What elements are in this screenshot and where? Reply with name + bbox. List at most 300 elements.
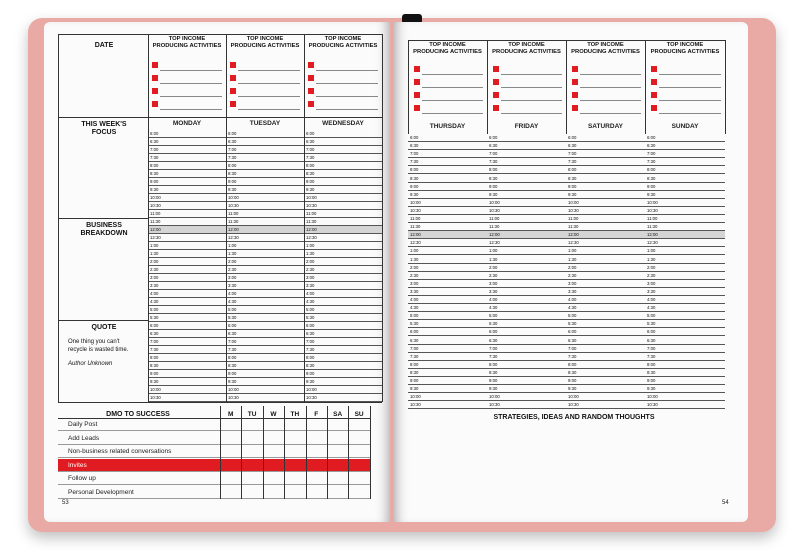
time-slot[interactable]: 6:00 bbox=[487, 328, 566, 336]
time-slot[interactable]: 1:30 bbox=[487, 256, 566, 264]
time-slot[interactable]: 12:00 bbox=[148, 226, 226, 234]
section-divider bbox=[58, 117, 382, 118]
time-slot[interactable]: 9:30 bbox=[226, 186, 304, 194]
time-slot[interactable]: 9:30 bbox=[148, 378, 226, 386]
top-income-line bbox=[580, 100, 641, 101]
dmo-row[interactable]: Follow up bbox=[58, 472, 370, 485]
time-slot[interactable]: 5:00 bbox=[304, 306, 382, 314]
time-slot[interactable]: 3:30 bbox=[645, 288, 725, 296]
time-slot[interactable]: 6:30 bbox=[304, 330, 382, 338]
time-slot[interactable]: 10:00 bbox=[226, 386, 304, 394]
time-slot[interactable]: 9:30 bbox=[645, 191, 725, 199]
top-income-checkbox[interactable] bbox=[414, 79, 420, 85]
time-slot[interactable]: 9:00 bbox=[304, 178, 382, 186]
time-slot[interactable]: 6:00 bbox=[226, 130, 304, 138]
time-slot[interactable]: 10:00 bbox=[566, 199, 645, 207]
time-slot[interactable]: 10:00 bbox=[566, 393, 645, 401]
time-slot[interactable]: 1:00 bbox=[148, 242, 226, 250]
time-slot[interactable]: 7:30 bbox=[304, 346, 382, 354]
time-slot[interactable]: 7:30 bbox=[645, 158, 725, 166]
time-slot[interactable]: 2:00 bbox=[566, 264, 645, 272]
time-slot[interactable]: 12:30 bbox=[408, 239, 487, 247]
time-slot[interactable]: 3:30 bbox=[304, 282, 382, 290]
time-slot[interactable]: 1:30 bbox=[408, 256, 487, 264]
time-slot[interactable]: 5:30 bbox=[487, 320, 566, 328]
top-income-line bbox=[659, 74, 721, 75]
time-slot[interactable]: 3:00 bbox=[408, 280, 487, 288]
time-slot[interactable]: 6:30 bbox=[487, 337, 566, 345]
time-slot[interactable]: 1:30 bbox=[566, 256, 645, 264]
time-slot[interactable]: 2:00 bbox=[645, 264, 725, 272]
top-income-checkbox[interactable] bbox=[414, 66, 420, 72]
time-slot[interactable]: 8:00 bbox=[226, 354, 304, 362]
top-income-line bbox=[160, 96, 222, 97]
time-slot[interactable]: 9:30 bbox=[566, 191, 645, 199]
section-divider bbox=[58, 320, 148, 321]
top-income-checkbox[interactable] bbox=[493, 79, 499, 85]
top-income-checkbox[interactable] bbox=[152, 62, 158, 68]
dmo-row[interactable]: Daily Post bbox=[58, 418, 370, 431]
time-slot[interactable]: 2:30 bbox=[304, 266, 382, 274]
time-slot[interactable]: 7:30 bbox=[487, 158, 566, 166]
time-slot[interactable]: 2:30 bbox=[645, 272, 725, 280]
dmo-row[interactable]: Personal Development bbox=[58, 486, 370, 499]
time-slot[interactable]: 4:30 bbox=[645, 304, 725, 312]
time-slot[interactable]: 11:00 bbox=[148, 210, 226, 218]
time-slot[interactable]: 9:00 bbox=[566, 377, 645, 385]
time-slot[interactable]: 1:00 bbox=[226, 242, 304, 250]
day-header: FRIDAY bbox=[514, 123, 539, 130]
dmo-row[interactable]: Invites bbox=[58, 459, 370, 472]
time-slot[interactable]: 7:30 bbox=[148, 154, 226, 162]
time-slot[interactable]: 7:30 bbox=[566, 353, 645, 361]
time-slot[interactable]: 9:00 bbox=[148, 178, 226, 186]
time-slot[interactable]: 3:30 bbox=[408, 288, 487, 296]
time-slot[interactable]: 8:30 bbox=[487, 369, 566, 377]
time-slot[interactable]: 7:00 bbox=[148, 338, 226, 346]
time-slot[interactable]: 11:00 bbox=[645, 215, 725, 223]
top-income-checkbox[interactable] bbox=[493, 92, 499, 98]
time-slot[interactable]: 11:00 bbox=[566, 215, 645, 223]
dmo-day-header: M bbox=[227, 411, 234, 418]
time-slot[interactable]: 1:30 bbox=[226, 250, 304, 258]
time-slot[interactable]: 2:00 bbox=[408, 264, 487, 272]
time-slot[interactable]: 4:30 bbox=[226, 298, 304, 306]
time-slot[interactable]: 6:30 bbox=[148, 138, 226, 146]
time-slot[interactable]: 3:00 bbox=[645, 280, 725, 288]
time-slot[interactable]: 10:00 bbox=[226, 194, 304, 202]
time-slot[interactable]: 12:00 bbox=[408, 231, 487, 239]
time-slot[interactable]: 8:00 bbox=[304, 354, 382, 362]
time-slot[interactable]: 6:30 bbox=[487, 142, 566, 150]
time-slot[interactable]: 9:00 bbox=[226, 370, 304, 378]
time-slot[interactable]: 6:00 bbox=[566, 328, 645, 336]
top-income-checkbox[interactable] bbox=[308, 101, 314, 107]
top-income-checkbox[interactable] bbox=[152, 101, 158, 107]
time-slot[interactable]: 1:00 bbox=[645, 247, 725, 255]
time-slot[interactable]: 9:00 bbox=[487, 377, 566, 385]
time-slot[interactable]: 8:30 bbox=[408, 175, 487, 183]
time-slot[interactable]: 12:00 bbox=[226, 226, 304, 234]
time-slot[interactable]: 7:30 bbox=[226, 154, 304, 162]
time-slot[interactable]: 7:00 bbox=[148, 146, 226, 154]
time-slot[interactable]: 2:00 bbox=[487, 264, 566, 272]
time-slot[interactable]: 11:00 bbox=[304, 210, 382, 218]
time-slot[interactable]: 6:30 bbox=[408, 337, 487, 345]
time-slot[interactable]: 8:30 bbox=[645, 175, 725, 183]
time-slot[interactable]: 8:00 bbox=[148, 354, 226, 362]
time-slot[interactable]: 12:00 bbox=[304, 226, 382, 234]
time-slot[interactable]: 12:00 bbox=[566, 231, 645, 239]
time-slot[interactable]: 6:30 bbox=[645, 337, 725, 345]
day-header: MONDAY bbox=[172, 120, 202, 127]
time-slot[interactable]: 7:00 bbox=[487, 345, 566, 353]
time-slot[interactable]: 12:00 bbox=[487, 231, 566, 239]
time-slot[interactable]: 6:00 bbox=[226, 322, 304, 330]
time-slot[interactable]: 12:30 bbox=[148, 234, 226, 242]
time-slot[interactable]: 7:00 bbox=[645, 345, 725, 353]
left-page bbox=[44, 22, 390, 522]
top-income-checkbox[interactable] bbox=[308, 62, 314, 68]
time-slot[interactable]: 8:00 bbox=[566, 166, 645, 174]
top-income-checkbox[interactable] bbox=[152, 75, 158, 81]
time-slot[interactable]: 5:30 bbox=[226, 314, 304, 322]
time-slot[interactable]: 1:00 bbox=[487, 247, 566, 255]
top-income-checkbox[interactable] bbox=[414, 105, 420, 111]
time-slot[interactable]: 9:30 bbox=[645, 385, 725, 393]
time-slot[interactable]: 5:00 bbox=[566, 312, 645, 320]
time-slot[interactable]: 6:30 bbox=[566, 142, 645, 150]
time-slot[interactable]: 5:30 bbox=[645, 320, 725, 328]
time-slot[interactable]: 9:00 bbox=[645, 377, 725, 385]
time-slot[interactable]: 3:30 bbox=[487, 288, 566, 296]
time-slot[interactable]: 8:00 bbox=[304, 162, 382, 170]
time-slot[interactable]: 10:00 bbox=[408, 199, 487, 207]
time-slot[interactable]: 9:00 bbox=[645, 183, 725, 191]
time-slot[interactable]: 9:30 bbox=[148, 186, 226, 194]
time-slot[interactable]: 3:30 bbox=[226, 282, 304, 290]
time-slot[interactable]: 12:30 bbox=[304, 234, 382, 242]
time-slot[interactable]: 7:30 bbox=[408, 158, 487, 166]
time-slot[interactable]: 9:30 bbox=[487, 191, 566, 199]
day-header: SATURDAY bbox=[587, 123, 624, 130]
time-slot[interactable]: 9:30 bbox=[304, 378, 382, 386]
top-income-checkbox[interactable] bbox=[230, 101, 236, 107]
top-income-line bbox=[659, 113, 721, 114]
time-slot[interactable]: 10:30 bbox=[304, 202, 382, 210]
time-slot[interactable]: 7:30 bbox=[487, 353, 566, 361]
time-slot[interactable]: 9:00 bbox=[487, 183, 566, 191]
time-slot[interactable]: 7:00 bbox=[408, 150, 487, 158]
time-slot[interactable]: 8:00 bbox=[408, 361, 487, 369]
time-slot[interactable]: 2:30 bbox=[487, 272, 566, 280]
time-slot[interactable]: 10:30 bbox=[148, 202, 226, 210]
time-slot[interactable]: 1:30 bbox=[304, 250, 382, 258]
time-slot[interactable]: 7:00 bbox=[566, 345, 645, 353]
time-slot[interactable]: 5:30 bbox=[304, 314, 382, 322]
time-slot[interactable]: 11:30 bbox=[645, 223, 725, 231]
quote-label: QUOTE bbox=[91, 324, 117, 331]
time-slot[interactable]: 10:30 bbox=[408, 401, 487, 409]
time-slot[interactable]: 2:00 bbox=[304, 258, 382, 266]
time-slot[interactable]: 8:30 bbox=[148, 362, 226, 370]
time-slot[interactable]: 2:30 bbox=[148, 266, 226, 274]
time-slot[interactable]: 9:30 bbox=[487, 385, 566, 393]
time-slot[interactable]: 9:00 bbox=[304, 370, 382, 378]
time-slot[interactable]: 1:30 bbox=[645, 256, 725, 264]
time-slot[interactable]: 10:30 bbox=[148, 394, 226, 402]
top-income-checkbox[interactable] bbox=[308, 75, 314, 81]
time-slot[interactable]: 10:30 bbox=[645, 401, 725, 409]
time-slot[interactable]: 10:00 bbox=[487, 199, 566, 207]
time-slot[interactable]: 3:00 bbox=[304, 274, 382, 282]
time-slot[interactable]: 8:00 bbox=[487, 361, 566, 369]
time-slot[interactable]: 6:00 bbox=[645, 134, 725, 142]
time-slot[interactable]: 9:00 bbox=[226, 178, 304, 186]
time-slot[interactable]: 5:30 bbox=[148, 314, 226, 322]
time-slot[interactable]: 6:30 bbox=[226, 330, 304, 338]
time-slot[interactable]: 9:00 bbox=[148, 370, 226, 378]
time-slot[interactable]: 6:00 bbox=[304, 322, 382, 330]
time-slot[interactable]: 5:00 bbox=[148, 306, 226, 314]
time-slot[interactable]: 10:00 bbox=[304, 194, 382, 202]
time-slot[interactable]: 3:00 bbox=[566, 280, 645, 288]
time-slot[interactable]: 10:30 bbox=[408, 207, 487, 215]
top-income-line2: PRODUCING ACTIVITIES bbox=[650, 48, 720, 55]
time-slot[interactable]: 8:30 bbox=[226, 362, 304, 370]
time-slot[interactable]: 4:00 bbox=[408, 296, 487, 304]
top-income-checkbox[interactable] bbox=[651, 66, 657, 72]
dmo-column-divider bbox=[306, 406, 307, 499]
time-slot[interactable]: 11:30 bbox=[226, 218, 304, 226]
time-slot[interactable]: 5:00 bbox=[408, 312, 487, 320]
time-slot[interactable]: 6:30 bbox=[566, 337, 645, 345]
time-slot[interactable]: 8:30 bbox=[226, 170, 304, 178]
time-slot[interactable]: 4:30 bbox=[304, 298, 382, 306]
time-slot[interactable]: 7:00 bbox=[226, 146, 304, 154]
dmo-column-divider bbox=[220, 406, 221, 499]
time-slot[interactable]: 6:30 bbox=[408, 142, 487, 150]
time-slot[interactable]: 5:00 bbox=[226, 306, 304, 314]
time-slot[interactable]: 3:30 bbox=[566, 288, 645, 296]
time-slot[interactable]: 6:30 bbox=[304, 138, 382, 146]
top-income-line bbox=[659, 87, 721, 88]
time-slot[interactable]: 6:00 bbox=[148, 322, 226, 330]
top-income-checkbox[interactable] bbox=[230, 88, 236, 94]
top-income-checkbox[interactable] bbox=[308, 88, 314, 94]
time-slot[interactable]: 11:30 bbox=[487, 223, 566, 231]
time-slot[interactable]: 10:00 bbox=[645, 199, 725, 207]
time-slot[interactable]: 8:00 bbox=[645, 361, 725, 369]
time-slot[interactable]: 6:00 bbox=[408, 134, 487, 142]
time-slot[interactable]: 8:00 bbox=[566, 361, 645, 369]
top-income-checkbox[interactable] bbox=[152, 88, 158, 94]
time-slot[interactable]: 4:00 bbox=[304, 290, 382, 298]
top-income-header bbox=[148, 36, 226, 49]
time-slot[interactable]: 7:30 bbox=[148, 346, 226, 354]
top-income-line bbox=[422, 87, 483, 88]
time-slot[interactable]: 10:30 bbox=[487, 401, 566, 409]
top-income-line1: TOP INCOME bbox=[666, 42, 704, 48]
time-slot[interactable]: 7:00 bbox=[304, 338, 382, 346]
top-income-line bbox=[160, 109, 222, 110]
time-slot[interactable]: 3:00 bbox=[487, 280, 566, 288]
time-slot[interactable]: 10:00 bbox=[408, 393, 487, 401]
top-income-line2: PRODUCING ACTIVITIES bbox=[492, 48, 561, 55]
top-income-checkbox[interactable] bbox=[572, 79, 578, 85]
time-slot[interactable]: 4:30 bbox=[487, 304, 566, 312]
top-income-checkbox[interactable] bbox=[572, 92, 578, 98]
time-slot[interactable]: 6:00 bbox=[487, 134, 566, 142]
time-slot[interactable]: 4:00 bbox=[487, 296, 566, 304]
time-slot[interactable]: 3:00 bbox=[226, 274, 304, 282]
time-slot[interactable]: 9:30 bbox=[408, 385, 487, 393]
dmo-row[interactable]: Non-business related conversations bbox=[58, 445, 370, 458]
time-slot[interactable]: 12:30 bbox=[226, 234, 304, 242]
dmo-row[interactable]: Add Leads bbox=[58, 432, 370, 445]
time-slot[interactable]: 8:00 bbox=[487, 166, 566, 174]
time-slot[interactable]: 5:00 bbox=[645, 312, 725, 320]
time-slot[interactable]: 6:00 bbox=[408, 328, 487, 336]
time-slot[interactable]: 6:00 bbox=[566, 134, 645, 142]
time-slot[interactable]: 7:00 bbox=[408, 345, 487, 353]
time-slot[interactable]: 6:00 bbox=[645, 328, 725, 336]
time-slot[interactable]: 4:00 bbox=[645, 296, 725, 304]
time-slot[interactable]: 4:00 bbox=[148, 290, 226, 298]
time-slot[interactable]: 11:00 bbox=[408, 215, 487, 223]
time-slot[interactable]: 10:00 bbox=[645, 393, 725, 401]
time-slot[interactable]: 10:30 bbox=[566, 207, 645, 215]
time-slot[interactable]: 4:30 bbox=[408, 304, 487, 312]
time-slot[interactable]: 8:30 bbox=[148, 170, 226, 178]
time-slot[interactable]: 10:30 bbox=[226, 202, 304, 210]
time-slot[interactable]: 2:30 bbox=[566, 272, 645, 280]
top-income-checkbox[interactable] bbox=[572, 66, 578, 72]
time-slot[interactable]: 2:30 bbox=[408, 272, 487, 280]
time-slot[interactable]: 8:30 bbox=[304, 170, 382, 178]
time-slot[interactable]: 7:30 bbox=[645, 353, 725, 361]
time-slot[interactable]: 10:30 bbox=[226, 394, 304, 402]
time-slot[interactable]: 1:00 bbox=[408, 247, 487, 255]
time-slot[interactable]: 10:00 bbox=[487, 393, 566, 401]
time-slot[interactable]: 4:00 bbox=[566, 296, 645, 304]
time-slot[interactable]: 9:30 bbox=[226, 378, 304, 386]
top-income-header bbox=[226, 36, 304, 49]
time-slot[interactable]: 10:00 bbox=[148, 194, 226, 202]
time-slot[interactable]: 9:30 bbox=[408, 191, 487, 199]
time-slot[interactable]: 6:30 bbox=[645, 142, 725, 150]
time-slot[interactable]: 8:30 bbox=[566, 175, 645, 183]
time-slot[interactable]: 12:30 bbox=[566, 239, 645, 247]
time-slot[interactable]: 10:00 bbox=[304, 386, 382, 394]
top-income-checkbox[interactable] bbox=[651, 92, 657, 98]
top-income-checkbox[interactable] bbox=[414, 92, 420, 98]
time-slot[interactable]: 4:00 bbox=[226, 290, 304, 298]
top-income-line bbox=[238, 70, 300, 71]
top-income-line bbox=[238, 109, 300, 110]
time-slot[interactable]: 9:30 bbox=[304, 186, 382, 194]
time-slot[interactable]: 8:30 bbox=[566, 369, 645, 377]
time-slot[interactable]: 6:30 bbox=[226, 138, 304, 146]
time-slot[interactable]: 1:30 bbox=[148, 250, 226, 258]
time-slot[interactable]: 7:30 bbox=[566, 158, 645, 166]
top-income-checkbox[interactable] bbox=[230, 75, 236, 81]
time-slot[interactable]: 4:30 bbox=[148, 298, 226, 306]
time-slot[interactable]: 9:00 bbox=[408, 377, 487, 385]
time-slot[interactable]: 7:30 bbox=[304, 154, 382, 162]
time-slot[interactable]: 8:30 bbox=[408, 369, 487, 377]
time-slot[interactable]: 11:30 bbox=[408, 223, 487, 231]
time-slot[interactable]: 10:30 bbox=[566, 401, 645, 409]
time-slot[interactable]: 7:00 bbox=[304, 146, 382, 154]
time-slot[interactable]: 1:00 bbox=[566, 247, 645, 255]
time-slot[interactable]: 7:00 bbox=[566, 150, 645, 158]
time-slot[interactable]: 7:00 bbox=[487, 150, 566, 158]
time-slot[interactable]: 2:00 bbox=[226, 258, 304, 266]
time-slot[interactable]: 4:30 bbox=[566, 304, 645, 312]
time-slot[interactable]: 9:00 bbox=[566, 183, 645, 191]
top-income-checkbox[interactable] bbox=[493, 105, 499, 111]
time-slot[interactable]: 8:00 bbox=[408, 166, 487, 174]
time-slot[interactable]: 11:30 bbox=[304, 218, 382, 226]
time-slot[interactable]: 7:30 bbox=[226, 346, 304, 354]
top-income-checkbox[interactable] bbox=[651, 105, 657, 111]
time-slot[interactable]: 9:30 bbox=[566, 385, 645, 393]
time-slot[interactable]: 3:30 bbox=[148, 282, 226, 290]
time-slot[interactable]: 5:00 bbox=[487, 312, 566, 320]
time-slot[interactable]: 7:30 bbox=[408, 353, 487, 361]
time-slot[interactable]: 10:30 bbox=[487, 207, 566, 215]
time-slot[interactable]: 6:30 bbox=[148, 330, 226, 338]
time-slot[interactable]: 7:00 bbox=[226, 338, 304, 346]
time-slot[interactable]: 8:30 bbox=[304, 362, 382, 370]
time-slot[interactable]: 12:30 bbox=[487, 239, 566, 247]
time-slot[interactable]: 6:00 bbox=[148, 130, 226, 138]
time-slot[interactable]: 3:00 bbox=[148, 274, 226, 282]
dmo-column-divider bbox=[327, 406, 328, 499]
time-slot[interactable]: 10:30 bbox=[645, 207, 725, 215]
top-income-line bbox=[316, 96, 378, 97]
time-slot[interactable]: 12:30 bbox=[645, 239, 725, 247]
time-slot[interactable]: 6:00 bbox=[304, 130, 382, 138]
time-slot[interactable]: 11:30 bbox=[566, 223, 645, 231]
top-income-line bbox=[580, 74, 641, 75]
time-slot[interactable]: 8:00 bbox=[148, 162, 226, 170]
time-slot[interactable]: 12:00 bbox=[645, 231, 725, 239]
time-slot[interactable]: 7:00 bbox=[645, 150, 725, 158]
time-slot[interactable]: 2:30 bbox=[226, 266, 304, 274]
top-income-checkbox[interactable] bbox=[493, 66, 499, 72]
time-slot[interactable]: 8:00 bbox=[226, 162, 304, 170]
time-slot[interactable]: 1:00 bbox=[304, 242, 382, 250]
top-income-line1: TOP INCOME bbox=[508, 42, 545, 48]
time-slot[interactable]: 8:30 bbox=[645, 369, 725, 377]
time-slot[interactable]: 5:30 bbox=[566, 320, 645, 328]
time-slot[interactable]: 10:30 bbox=[304, 394, 382, 402]
time-slot[interactable]: 8:00 bbox=[645, 166, 725, 174]
top-income-checkbox[interactable] bbox=[230, 62, 236, 68]
time-slot[interactable]: 9:00 bbox=[408, 183, 487, 191]
time-slot[interactable]: 11:00 bbox=[226, 210, 304, 218]
top-income-checkbox[interactable] bbox=[572, 105, 578, 111]
time-slot[interactable]: 8:30 bbox=[487, 175, 566, 183]
time-slot[interactable]: 11:00 bbox=[487, 215, 566, 223]
time-slot[interactable]: 2:00 bbox=[148, 258, 226, 266]
top-income-checkbox[interactable] bbox=[651, 79, 657, 85]
time-slot[interactable]: 11:30 bbox=[148, 218, 226, 226]
time-slot[interactable]: 10:00 bbox=[148, 386, 226, 394]
time-slot[interactable]: 5:30 bbox=[408, 320, 487, 328]
